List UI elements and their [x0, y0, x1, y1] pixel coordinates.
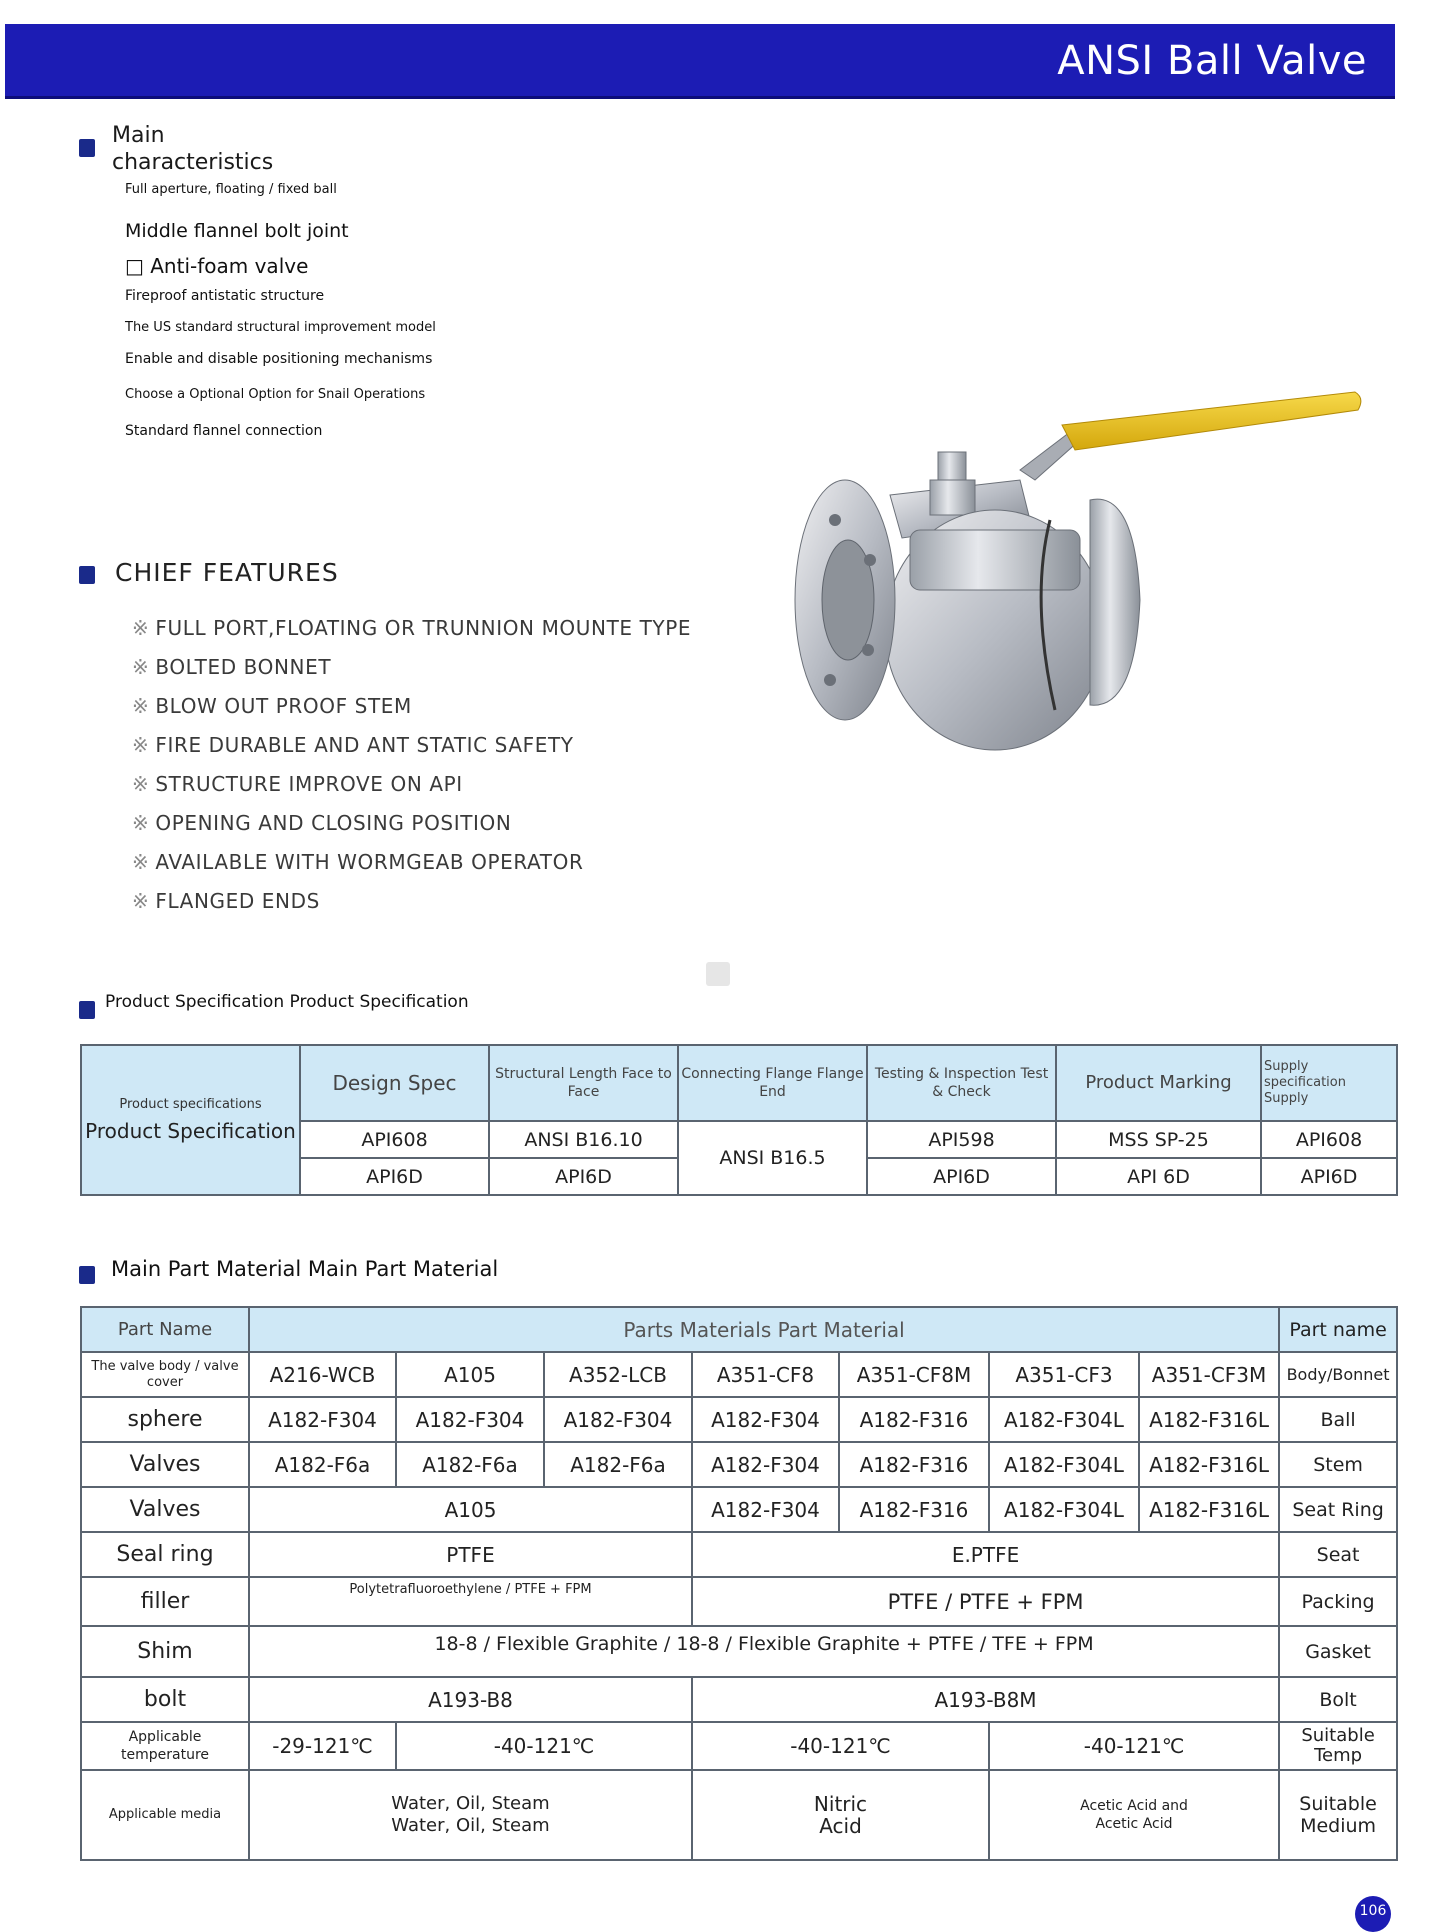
feature-bullet-icon: ※	[132, 694, 150, 718]
material-cell: A182-F316	[839, 1487, 989, 1532]
material-cell: A351-CF3	[989, 1352, 1139, 1397]
spec-row-header-small: Product specifications	[119, 1097, 262, 1112]
spec-column-header: Product Marking	[1056, 1045, 1261, 1121]
page-number-badge: 106	[1355, 1896, 1391, 1932]
part-name-en-cell: Gasket	[1279, 1626, 1397, 1677]
part-name-cell: Valves	[81, 1487, 249, 1532]
material-cell: A351-CF3M	[1139, 1352, 1279, 1397]
feature-text: FULL PORT,FLOATING OR TRUNNION MOUNTE TYPE	[155, 616, 692, 640]
characteristic-item: □ Anti-foam valve	[125, 254, 309, 278]
spec-column-header: Design Spec	[300, 1045, 489, 1121]
material-cell: A182-F316	[839, 1397, 989, 1442]
material-cell: A216-WCB	[249, 1352, 396, 1397]
feature-text: STRUCTURE IMPROVE ON API	[155, 772, 463, 796]
material-cell: A105	[396, 1352, 544, 1397]
part-name-cell: Shim	[81, 1626, 249, 1677]
spec-cell: API6D	[300, 1158, 489, 1195]
material-cell: A182-F316L	[1139, 1442, 1279, 1487]
material-cell: A351-CF8M	[839, 1352, 989, 1397]
feature-bullet-icon: ※	[132, 889, 150, 913]
material-cell: PTFE	[249, 1532, 692, 1577]
feature-text: OPENING AND CLOSING POSITION	[155, 811, 512, 835]
part-name-en-cell: Suitable Temp	[1279, 1722, 1397, 1770]
part-name-cell: Valves	[81, 1442, 249, 1487]
feature-bullet-icon: ※	[132, 733, 150, 757]
feature-item	[132, 850, 583, 874]
spec-cell: MSS SP-25	[1056, 1121, 1261, 1158]
section-bullet	[79, 139, 95, 157]
material-cell: Acetic Acid and Acetic Acid	[989, 1770, 1279, 1860]
spec-cell: API 6D	[1056, 1158, 1261, 1195]
characteristic-item: Enable and disable positioning mechanisms	[125, 351, 433, 367]
characteristic-item: The US standard structural improvement model	[125, 320, 436, 335]
material-cell: A182-F304L	[989, 1487, 1139, 1532]
spec-cell: API608	[1261, 1121, 1397, 1158]
material-cell: A182-F316L	[1139, 1397, 1279, 1442]
part-name-en-cell: Seat	[1279, 1532, 1397, 1577]
part-name-en-cell: Suitable Medium	[1279, 1770, 1397, 1860]
feature-item	[132, 733, 574, 757]
characteristic-item: Full aperture, floating / fixed ball	[125, 182, 337, 197]
spec-column-header: Connecting Flange Flange End	[678, 1045, 867, 1121]
part-name-en-cell: Body/Bonnet	[1279, 1352, 1397, 1397]
feature-bullet-icon: ※	[132, 811, 150, 835]
material-cell: A182-F304L	[989, 1397, 1139, 1442]
material-cell: A193-B8M	[692, 1677, 1279, 1722]
material-cell: A182-F304	[249, 1397, 396, 1442]
material-cell: -40-121℃	[692, 1722, 989, 1770]
material-cell: A182-F6a	[249, 1442, 396, 1487]
part-name-cell: Applicable media	[81, 1770, 249, 1860]
material-cell: A182-F304	[544, 1397, 692, 1442]
feature-item	[132, 889, 320, 913]
main-characteristics-heading: Main characteristics	[112, 123, 274, 175]
feature-text: FIRE DURABLE AND ANT STATIC SAFETY	[155, 733, 574, 757]
materials-table	[80, 1306, 1398, 1861]
product-spec-table	[80, 1044, 1398, 1196]
spec-column-header: Structural Length Face to Face	[489, 1045, 678, 1121]
feature-item	[132, 772, 463, 796]
part-name-cell: Seal ring	[81, 1532, 249, 1577]
material-cell: A182-F316	[839, 1442, 989, 1487]
spec-cell: API6D	[867, 1158, 1056, 1195]
part-name-en-cell: Bolt	[1279, 1677, 1397, 1722]
spec-column-header: Testing & Inspection Test & Check	[867, 1045, 1056, 1121]
feature-bullet-icon: ※	[132, 850, 150, 874]
part-name-en-cell: Seat Ring	[1279, 1487, 1397, 1532]
ball-valve-image	[790, 380, 1370, 820]
feature-item	[132, 811, 511, 835]
material-cell: A182-F304	[692, 1397, 839, 1442]
characteristic-item: Standard flannel connection	[125, 423, 323, 439]
part-name-cell: filler	[81, 1577, 249, 1626]
material-cell: A351-CF8	[692, 1352, 839, 1397]
material-cell: 18-8 / Flexible Graphite / 18-8 / Flexible Graphite + PTFE / TFE + FPM	[249, 1626, 1279, 1677]
feature-bullet-icon: ※	[132, 772, 150, 796]
characteristic-item: Middle flannel bolt joint	[125, 220, 349, 242]
spec-column-header: Supply specification Supply	[1261, 1045, 1397, 1121]
header-bar	[5, 24, 1395, 99]
material-cell: A193-B8	[249, 1677, 692, 1722]
feature-bullet-icon: ※	[132, 655, 150, 679]
part-name-cell: The valve body / valve cover	[81, 1352, 249, 1397]
material-cell: A182-F6a	[544, 1442, 692, 1487]
section-bullet	[79, 1266, 95, 1284]
material-cell: A182-F304	[692, 1487, 839, 1532]
material-cell: A182-F316L	[1139, 1487, 1279, 1532]
feature-text: BLOW OUT PROOF STEM	[155, 694, 412, 718]
material-cell: A105	[249, 1487, 692, 1532]
part-name-en-cell: Ball	[1279, 1397, 1397, 1442]
material-cell: A182-F304	[396, 1397, 544, 1442]
spec-cell: ANSI B16.5	[678, 1121, 867, 1195]
material-cell: Nitric Acid	[692, 1770, 989, 1860]
product-spec-heading: Product Specification Product Specification	[105, 992, 469, 1012]
part-name-cell: Applicable temperature	[81, 1722, 249, 1770]
materials-heading: Main Part Material Main Part Material	[111, 1257, 499, 1281]
material-cell: -40-121℃	[396, 1722, 692, 1770]
material-cell: A352-LCB	[544, 1352, 692, 1397]
page-title: ANSI Ball Valve	[1057, 38, 1367, 84]
spec-row-header-big: Product Specification	[85, 1119, 296, 1143]
material-cell: -29-121℃	[249, 1722, 396, 1770]
spec-cell: API608	[300, 1121, 489, 1158]
feature-bullet-icon: ※	[132, 616, 150, 640]
material-cell: A182-F6a	[396, 1442, 544, 1487]
feature-item	[132, 694, 412, 718]
feature-text: AVAILABLE WITH WORMGEAB OPERATOR	[155, 850, 584, 874]
material-cell: Water, Oil, Steam Water, Oil, Steam	[249, 1770, 692, 1860]
material-cell: E.PTFE	[692, 1532, 1279, 1577]
feature-item	[132, 616, 691, 640]
material-cell: A182-F304	[692, 1442, 839, 1487]
characteristic-item: Choose a Optional Option for Snail Operations	[125, 387, 426, 402]
spec-cell: API6D	[489, 1158, 678, 1195]
materials-header-middle: Parts Materials Part Material	[249, 1307, 1279, 1352]
spec-cell: ANSI B16.10	[489, 1121, 678, 1158]
part-name-cell: bolt	[81, 1677, 249, 1722]
part-name-cell: sphere	[81, 1397, 249, 1442]
materials-header-left: Part Name	[81, 1307, 249, 1352]
part-name-en-cell: Packing	[1279, 1577, 1397, 1626]
spec-cell: API598	[867, 1121, 1056, 1158]
part-name-en-cell: Stem	[1279, 1442, 1397, 1487]
chief-features-heading: CHIEF FEATURES	[115, 558, 339, 587]
spec-cell: API6D	[1261, 1158, 1397, 1195]
material-cell: Polytetrafluoroethylene / PTFE + FPM	[249, 1577, 692, 1626]
section-bullet	[79, 1001, 95, 1019]
characteristic-item: Fireproof antistatic structure	[125, 288, 325, 304]
materials-header-right: Part name	[1279, 1307, 1397, 1352]
feature-item	[132, 655, 331, 679]
section-bullet	[79, 566, 95, 584]
material-cell: -40-121℃	[989, 1722, 1279, 1770]
feature-text: FLANGED ENDS	[155, 889, 320, 913]
material-cell: PTFE / PTFE + FPM	[692, 1577, 1279, 1626]
material-cell: A182-F304L	[989, 1442, 1139, 1487]
spec-row-header	[81, 1045, 300, 1195]
scan-mark	[706, 962, 730, 986]
feature-text: BOLTED BONNET	[155, 655, 332, 679]
